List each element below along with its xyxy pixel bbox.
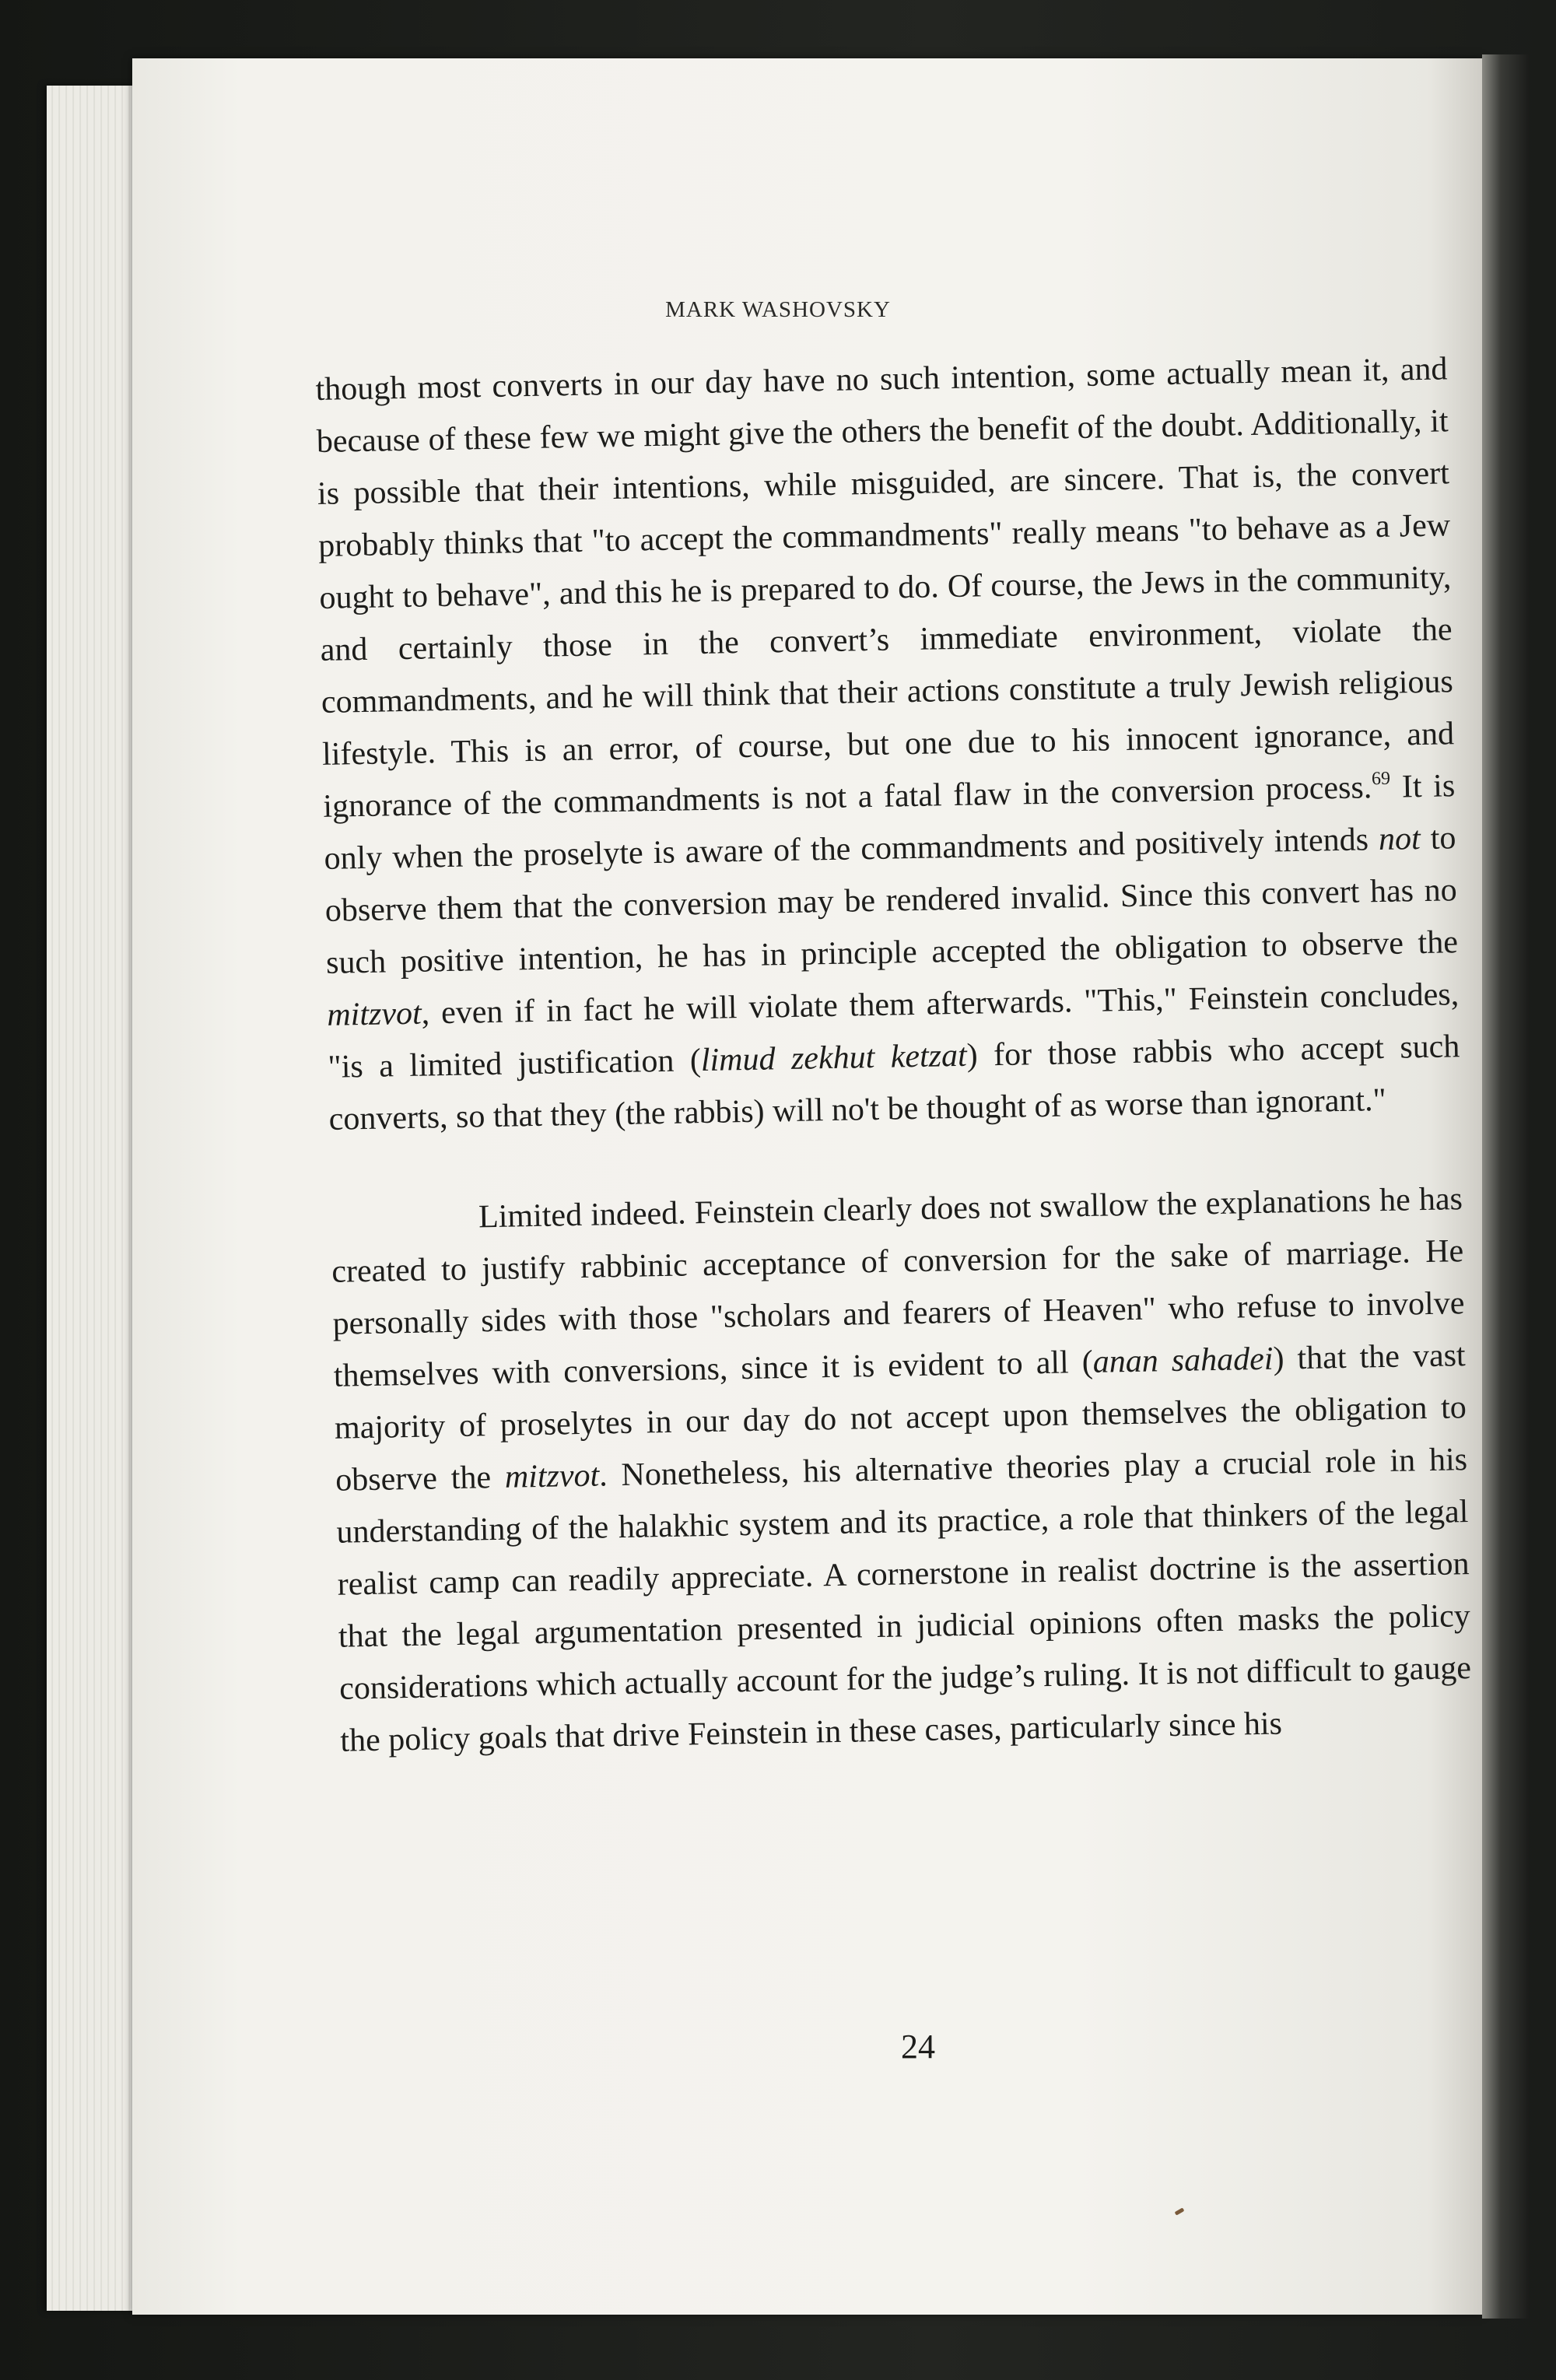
paragraph (315, 343, 1461, 1145)
page-number: 24 (901, 2028, 935, 2066)
italic-term: mitzvot (504, 1457, 600, 1495)
text-segment: Limited indeed. Feinstein clearly does not swallow the explanations he has created to justify rabbinic acceptance of conversion for the sake of marriage. He personally sides with those "scholars and fearers of Heaven" who refuse to involve themselves with conversions, since it is evident to all ( (331, 1181, 1465, 1394)
text-segment: to observe them that the conversion may be rendered invalid. Since this convert has no such positive intention, he has in principle accepted the obligation to observe the (324, 820, 1459, 981)
text-segment: , even if in fact he will violate them afterwards. "This," Feinstein concludes, "is a limited justification ( (328, 976, 1460, 1085)
footnote-ref: 69 (1371, 768, 1391, 790)
italic-term: not (1378, 821, 1421, 858)
text-segment: It is only when the proselyte is aware of the commandments and positively intends (324, 768, 1456, 877)
italic-term: anan sahadei (1092, 1341, 1274, 1380)
paragraph (331, 1173, 1473, 1768)
italic-term: mitzvot (326, 995, 422, 1033)
italic-term: limud zekhut ketzat (700, 1037, 968, 1079)
text-segment: ) for those rabbis who accept such converts, so that they (the rabbis) will no't be thought of as worse than ignorant." (328, 1029, 1460, 1137)
body-text (315, 343, 1473, 1767)
book-spine-shadow (1482, 54, 1529, 2319)
text-segment: though most converts in our day have no such intention, some actually mean it, and because of these few we might give the others the benefit of the doubt. Additionally, it is possible that their intentions, while misguided, are sincere. That is, the convert probably thinks that "to accept the commandments" really means "to behave as a Jew ought to behave", and this he is prepared to do. Of course, the Jews in the community, and certainly those in the convert’s immediate environment, violate the commandments, and he will think that their actions constitute a truly Jewish religious lifestyle. This is an error, of course, but one due to his innocent ignorance, and ignorance of the commandments is not a fatal flaw in the conversion process. (315, 351, 1455, 825)
text-segment: . Nonetheless, his alternative theories play a crucial role in his understanding of the halakhic system and its practice, a role that thinkers of the legal realist camp can readily appreciate. A cornerstone in realist doctrine is the assertion that the legal argumentation presented in judicial opinions often masks the policy considerations which actually account for the judge’s ruling. It is not difficult to gauge the policy goals that drive Feinstein in these cases, particularly since his (336, 1442, 1472, 1759)
text-segment: ) that the vast majority of proselytes in our day do not accept upon themselves the obligation to observe the (334, 1337, 1467, 1498)
running-header: MARK WASHOVSKY (665, 297, 891, 322)
